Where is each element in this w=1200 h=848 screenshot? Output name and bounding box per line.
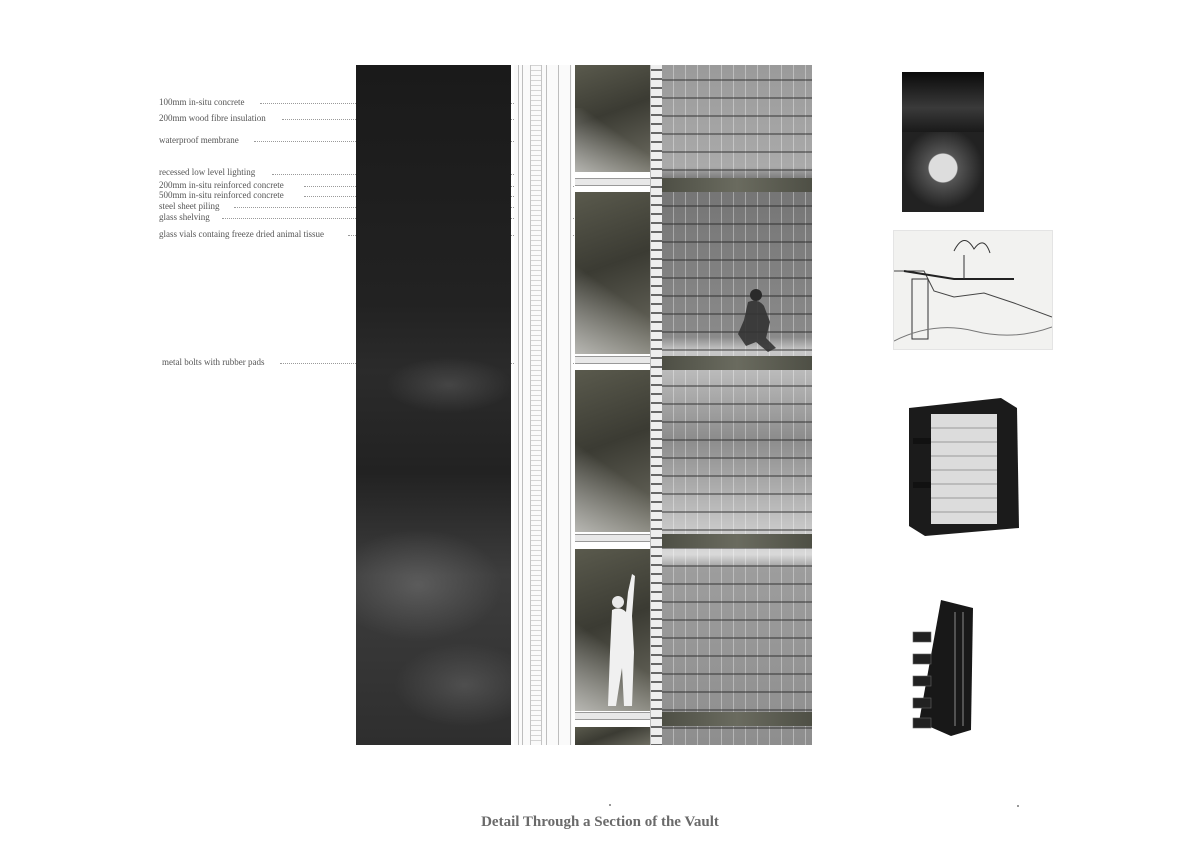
- label-reinforced-500: 500mm in-situ reinforced concrete: [159, 190, 284, 200]
- standing-person-figure: [602, 572, 644, 710]
- label-wood-fibre: 200mm wood fibre insulation: [159, 113, 266, 123]
- vault-photo: [902, 72, 984, 212]
- label-membrane: waterproof membrane: [159, 135, 239, 145]
- shelf-model: [911, 598, 976, 736]
- drawing-title: Detail Through a Section of the Vault: [481, 814, 719, 830]
- slab-band: [662, 534, 812, 548]
- crouching-person-figure: [728, 286, 788, 356]
- slab-band: [662, 178, 812, 192]
- label-concrete: 100mm in-situ concrete: [159, 97, 245, 107]
- label-vials: glass vials containg freeze dried animal tissue: [159, 229, 324, 239]
- wall-cell: [575, 65, 650, 172]
- site-sketch: [893, 230, 1053, 350]
- soil-section: [356, 65, 511, 745]
- page-mark: [609, 804, 611, 806]
- section-model: [905, 398, 1020, 536]
- label-shelving: glass shelving: [159, 212, 210, 222]
- sheet-piling-strip: [514, 65, 572, 745]
- slab-band: [662, 356, 812, 370]
- wall-cell: [575, 192, 650, 354]
- wall-cell: [575, 727, 650, 745]
- label-reinforced-200: 200mm in-situ reinforced concrete: [159, 180, 284, 190]
- wall-cell: [575, 370, 650, 532]
- label-bolts: metal bolts with rubber pads: [162, 357, 265, 367]
- glass-shelving: [662, 65, 812, 745]
- label-lighting: recessed low level lighting: [159, 167, 256, 177]
- page-mark: [1017, 805, 1019, 807]
- label-piling: steel sheet piling: [159, 201, 220, 211]
- slab-band: [662, 712, 812, 726]
